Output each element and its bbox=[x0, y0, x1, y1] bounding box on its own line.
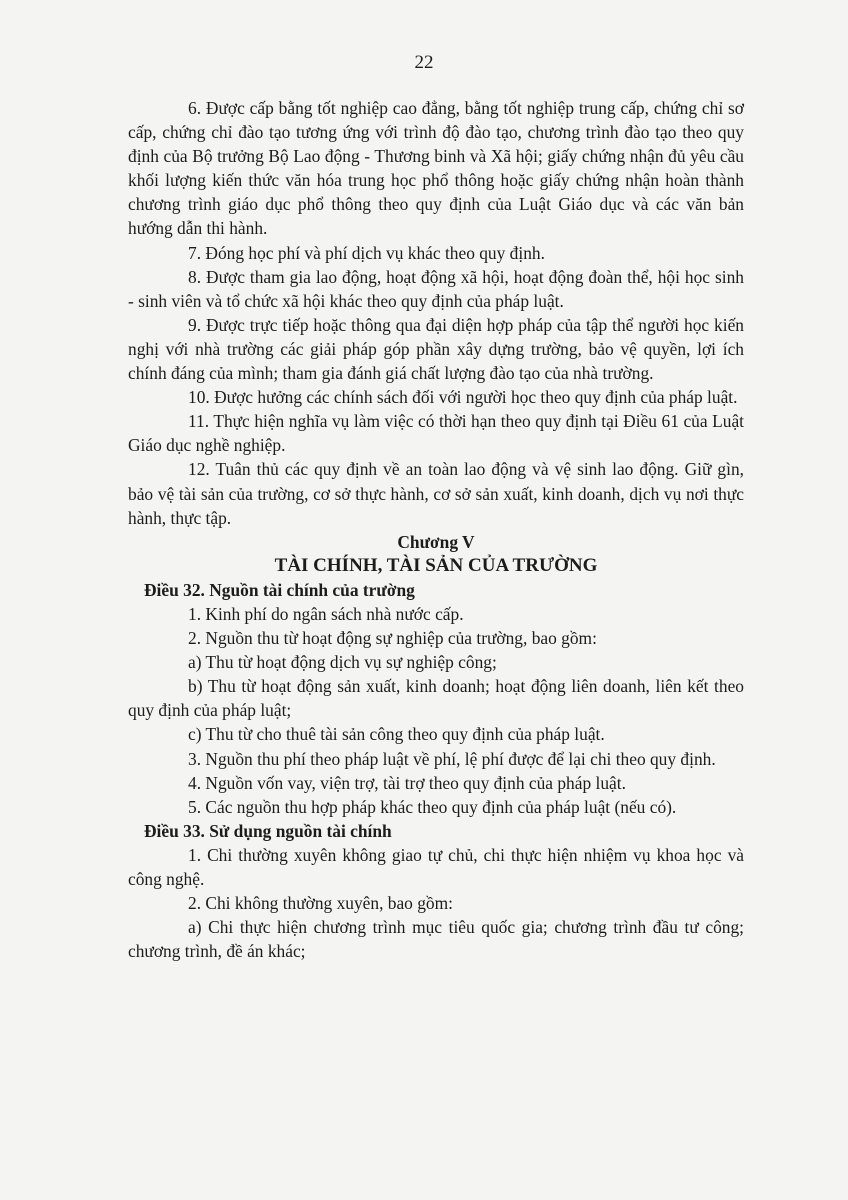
article-33-heading: Điều 33. Sử dụng nguồn tài chính bbox=[144, 820, 392, 841]
chapter-number: Chương V bbox=[397, 531, 475, 552]
article-32-clause-3: 3. Nguồn thu phí theo pháp luật về phí, lệ phí được để lại chi theo quy định. bbox=[188, 748, 716, 769]
chapter-title: TÀI CHÍNH, TÀI SẢN CỦA TRƯỜNG bbox=[274, 554, 598, 576]
article-32-clause-2a: a) Thu từ hoạt động dịch vụ sự nghiệp công; bbox=[188, 652, 497, 673]
item-7: 7. Đóng học phí và phí dịch vụ khác theo quy định. bbox=[188, 242, 545, 263]
article-32-clause-4: 4. Nguồn vốn vay, viện trợ, tài trợ theo quy định của pháp luật. bbox=[188, 772, 626, 793]
article-33-clause-2: 2. Chi không thường xuyên, bao gồm: bbox=[188, 893, 453, 914]
item-9: 9. Được trực tiếp hoặc thông qua đại diện hợp pháp của tập thể người học kiến nghị với nhà trường các giải pháp góp phần xây dựng trường, bảo vệ quyền, lợi ích chính đáng của mình; tham gia đánh giá chất lượng đào tạo của nhà trường. bbox=[128, 314, 744, 384]
article-32-clause-5: 5. Các nguồn thu hợp pháp khác theo quy định của pháp luật (nếu có). bbox=[188, 796, 677, 817]
article-32-clause-1: 1. Kinh phí do ngân sách nhà nước cấp. bbox=[188, 603, 464, 624]
item-10: 10. Được hưởng các chính sách đối với người học theo quy định của pháp luật. bbox=[188, 387, 738, 408]
page-number: 22 bbox=[414, 52, 434, 73]
item-6: 6. Được cấp bằng tốt nghiệp cao đẳng, bằng tốt nghiệp trung cấp, chứng chỉ sơ cấp, chứng chỉ đào tạo tương ứng với trình độ đào tạo, chương trình đào tạo theo quy định của Bộ trưởng Bộ Lao động - Thương binh và Xã hội; giấy chứng nhận đủ yêu cầu khối lượng kiến thức văn hóa trung học phổ thông hoặc giấy chứng nhận hoàn thành chương trình giáo dục phổ thông theo quy định của Luật Giáo dục và các văn bản hướng dẫn thi hành. bbox=[128, 98, 744, 239]
article-32-clause-2b: b) Thu từ hoạt động sản xuất, kinh doanh; hoạt động liên doanh, liên kết theo quy định của pháp luật; bbox=[128, 676, 744, 721]
article-33-clause-2a: a) Chi thực hiện chương trình mục tiêu quốc gia; chương trình đầu tư công; chương trình, đề án khác; bbox=[128, 917, 744, 962]
article-32-heading: Điều 32. Nguồn tài chính của trường bbox=[144, 579, 415, 600]
article-32-clause-2c: c) Thu từ cho thuê tài sản công theo quy định của pháp luật. bbox=[188, 724, 605, 745]
item-12: 12. Tuân thủ các quy định về an toàn lao động và vệ sinh lao động. Giữ gìn, bảo vệ tài sản của trường, cơ sở thực hành, cơ sở sản xuất, kinh doanh, dịch vụ nơi thực hành, thực tập. bbox=[128, 459, 744, 528]
item-8: 8. Được tham gia lao động, hoạt động xã hội, hoạt động đoàn thể, hội học sinh - sinh viên và tổ chức xã hội khác theo quy định của pháp luật. bbox=[128, 266, 744, 311]
item-11: 11. Thực hiện nghĩa vụ làm việc có thời hạn theo quy định tại Điều 61 của Luật Giáo dục nghề nghiệp. bbox=[128, 411, 744, 456]
document-body bbox=[128, 96, 744, 963]
article-32-clause-2: 2. Nguồn thu từ hoạt động sự nghiệp của trường, bao gồm: bbox=[188, 628, 597, 649]
article-33-clause-1: 1. Chi thường xuyên không giao tự chủ, chi thực hiện nhiệm vụ khoa học và công nghệ. bbox=[128, 844, 744, 889]
